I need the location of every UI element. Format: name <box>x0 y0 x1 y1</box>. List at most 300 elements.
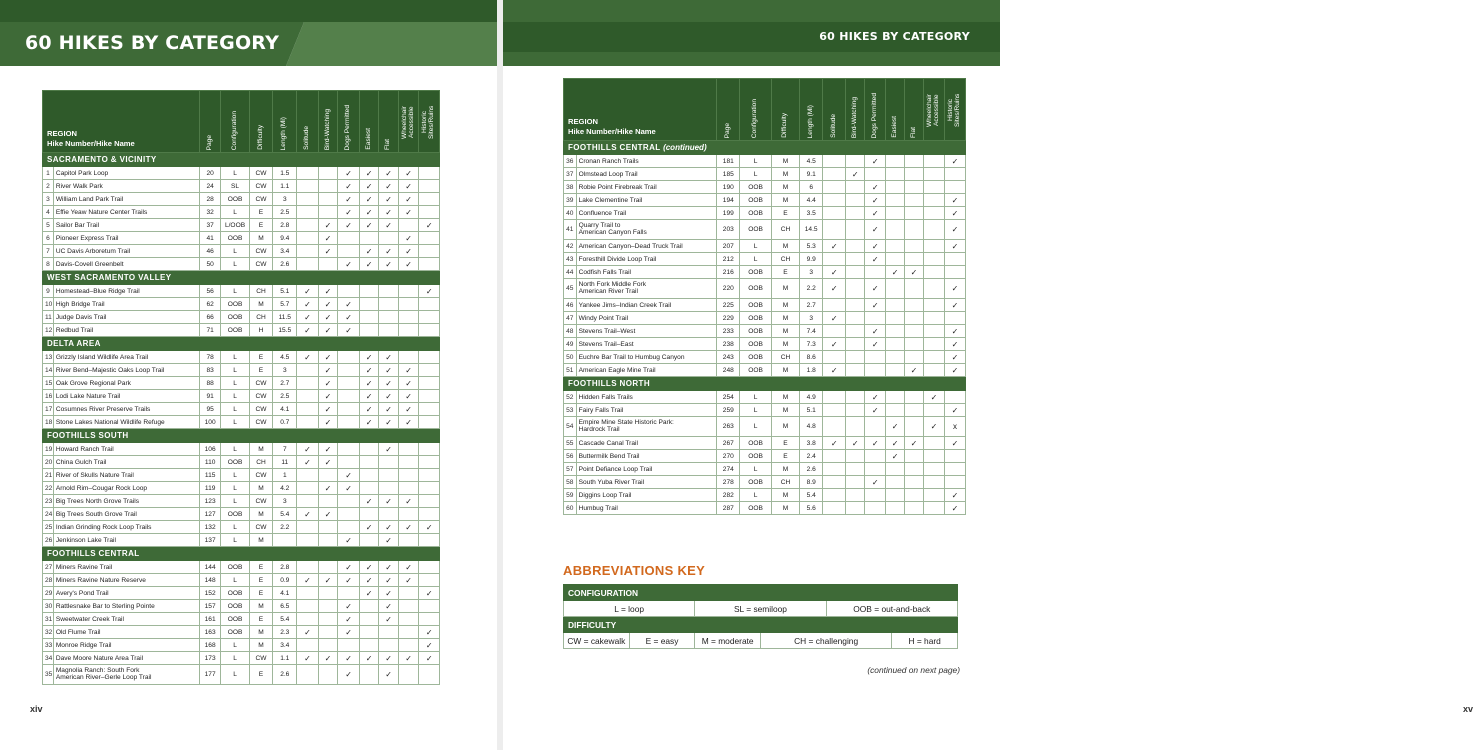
historic-sites-check <box>944 312 965 325</box>
page-cell: 220 <box>717 279 740 299</box>
table-row <box>43 298 440 311</box>
historic-sites-check <box>944 463 965 476</box>
hike-name: Stevens Trail–West <box>576 325 717 338</box>
historic-sites-check <box>419 193 440 206</box>
length-cell: 5.4 <box>800 489 823 502</box>
bird-watching-check <box>846 391 865 404</box>
hike-name: Jenkinson Lake Trail <box>53 534 199 547</box>
table-row <box>43 521 440 534</box>
easiest-check: ✓ <box>359 351 378 364</box>
easiest-check: ✓ <box>359 495 378 508</box>
hike-name: Grizzly Island Wildlife Area Trail <box>53 351 199 364</box>
page-cell: 50 <box>199 258 221 271</box>
hike-number: 41 <box>564 220 577 240</box>
bird-watching-check <box>318 600 337 613</box>
difficulty-cell: M <box>771 502 799 515</box>
solitude-check: ✓ <box>823 338 846 351</box>
configuration-cell: L <box>221 403 249 416</box>
flat-check: ✓ <box>905 364 924 377</box>
column-header-historic-sites: Historic Sites/Ruins <box>944 79 965 141</box>
flat-check <box>379 285 398 298</box>
column-header-easiest: Easiest <box>359 91 378 153</box>
hike-number: 60 <box>564 502 577 515</box>
historic-sites-check: ✓ <box>944 437 965 450</box>
easiest-check: ✓ <box>886 450 905 463</box>
flat-check <box>905 325 924 338</box>
length-cell: 8.9 <box>800 476 823 489</box>
flat-check: ✓ <box>379 180 398 193</box>
historic-sites-check: ✓ <box>419 219 440 232</box>
page-cell: 185 <box>717 168 740 181</box>
easiest-check: ✓ <box>359 652 378 665</box>
wheelchair-accessible-check: ✓ <box>398 364 419 377</box>
dogs-permitted-check: ✓ <box>865 155 886 168</box>
hike-name-line: American River Trail <box>578 287 638 295</box>
configuration-cell: L <box>221 416 249 429</box>
historic-sites-check: x <box>944 417 965 437</box>
length-cell: 4.9 <box>800 391 823 404</box>
table-row <box>43 351 440 364</box>
bird-watching-check <box>846 364 865 377</box>
hike-number: 49 <box>564 338 577 351</box>
table-row <box>564 489 966 502</box>
length-cell: 1.1 <box>273 180 297 193</box>
dogs-permitted-check: ✓ <box>865 253 886 266</box>
region-row <box>564 141 966 155</box>
configuration-cell: OOB <box>740 207 771 220</box>
flat-check <box>905 463 924 476</box>
configuration-label: CONFIGURATION <box>564 585 958 601</box>
hike-name-line: Magnolia Ranch: South Fork <box>55 666 140 674</box>
difficulty-cell: CW <box>249 193 273 206</box>
configuration-cell: OOB <box>221 298 249 311</box>
solitude-check <box>823 325 846 338</box>
region-row <box>43 153 440 167</box>
configuration-cell: L <box>221 652 249 665</box>
flat-check: ✓ <box>379 561 398 574</box>
difficulty-cell: CW <box>249 180 273 193</box>
hike-name <box>53 665 199 685</box>
dogs-permitted-check: ✓ <box>865 240 886 253</box>
easiest-check <box>359 626 378 639</box>
configuration-cell: OOB <box>740 325 771 338</box>
easiest-check: ✓ <box>359 561 378 574</box>
length-cell: 4.1 <box>273 403 297 416</box>
length-cell: 0.9 <box>273 574 297 587</box>
table-row <box>564 325 966 338</box>
flat-check: ✓ <box>379 219 398 232</box>
table-row <box>43 311 440 324</box>
hikes-table-right <box>563 78 966 515</box>
wheelchair-accessible-check: ✓ <box>398 377 419 390</box>
bird-watching-check: ✓ <box>318 324 337 337</box>
difficulty-cell: M <box>771 463 799 476</box>
length-cell: 1 <box>273 469 297 482</box>
wheelchair-accessible-check: ✓ <box>398 495 419 508</box>
hike-name: Confluence Trail <box>576 207 717 220</box>
table-row <box>564 391 966 404</box>
difficulty-cell: M <box>249 508 273 521</box>
hike-number: 46 <box>564 299 577 312</box>
historic-sites-check: ✓ <box>944 404 965 417</box>
hike-name-header-label: Hike Number/Hike Name <box>568 126 656 136</box>
solitude-check: ✓ <box>297 351 319 364</box>
hike-number: 51 <box>564 364 577 377</box>
table-row <box>564 299 966 312</box>
configuration-cell: L <box>221 390 249 403</box>
bird-watching-check <box>846 463 865 476</box>
flat-check: ✓ <box>379 613 398 626</box>
table-body <box>564 141 966 515</box>
hike-number: 2 <box>43 180 54 193</box>
table-row <box>564 450 966 463</box>
flat-check <box>905 312 924 325</box>
hike-number: 44 <box>564 266 577 279</box>
difficulty-cell: CH <box>249 456 273 469</box>
wheelchair-accessible-check <box>923 437 944 450</box>
page-cell: 127 <box>199 508 221 521</box>
length-cell: 2.7 <box>273 377 297 390</box>
bird-watching-check: ✓ <box>318 364 337 377</box>
table-row <box>43 232 440 245</box>
table-row <box>43 456 440 469</box>
page-cell: 161 <box>199 613 221 626</box>
flat-check: ✓ <box>379 521 398 534</box>
wheelchair-accessible-check <box>923 253 944 266</box>
hike-name: Effie Yeaw Nature Center Trails <box>53 206 199 219</box>
configuration-cell: OOB <box>740 476 771 489</box>
historic-sites-check <box>419 390 440 403</box>
length-cell: 4.1 <box>273 587 297 600</box>
table-row <box>43 167 440 180</box>
bird-watching-check <box>846 279 865 299</box>
hike-name-line: North Fork Middle Fork <box>578 280 647 288</box>
configuration-cell: L <box>221 364 249 377</box>
easiest-check <box>886 463 905 476</box>
bird-watching-check: ✓ <box>318 311 337 324</box>
table-row <box>564 253 966 266</box>
hike-name: River of Skulls Nature Trail <box>53 469 199 482</box>
left-page <box>0 0 497 750</box>
wheelchair-accessible-check <box>923 181 944 194</box>
flat-check <box>379 232 398 245</box>
difficulty-cell: E <box>249 587 273 600</box>
historic-sites-check <box>419 665 440 685</box>
hike-name: Miners Ravine Nature Reserve <box>53 574 199 587</box>
length-cell: 3 <box>273 364 297 377</box>
header-band <box>0 0 497 22</box>
dogs-permitted-check <box>338 245 360 258</box>
length-cell: 4.5 <box>800 155 823 168</box>
hike-number: 3 <box>43 193 54 206</box>
easiest-check: ✓ <box>359 167 378 180</box>
table-row <box>43 482 440 495</box>
dogs-permitted-check <box>338 390 360 403</box>
table-row <box>43 469 440 482</box>
historic-sites-check <box>944 391 965 404</box>
table-row <box>43 180 440 193</box>
easiest-check <box>886 207 905 220</box>
historic-sites-check <box>419 206 440 219</box>
configuration-cell: L <box>740 155 771 168</box>
solitude-check: ✓ <box>297 456 319 469</box>
historic-sites-check: ✓ <box>944 240 965 253</box>
hike-number: 42 <box>564 240 577 253</box>
table-row <box>43 652 440 665</box>
wheelchair-accessible-check <box>923 312 944 325</box>
configuration-cell: OOB <box>740 279 771 299</box>
flat-check <box>905 181 924 194</box>
configuration-cell: OOB <box>221 311 249 324</box>
hike-number: 14 <box>43 364 54 377</box>
dogs-permitted-check <box>338 508 360 521</box>
page-cell: 95 <box>199 403 221 416</box>
table-row <box>43 626 440 639</box>
page-cell: 62 <box>199 298 221 311</box>
easiest-check <box>886 391 905 404</box>
solitude-check <box>297 206 319 219</box>
historic-sites-check: ✓ <box>944 279 965 299</box>
dogs-permitted-check: ✓ <box>865 194 886 207</box>
dogs-permitted-check <box>338 403 360 416</box>
page-cell: 106 <box>199 443 221 456</box>
bird-watching-check <box>846 325 865 338</box>
wheelchair-accessible-check <box>398 482 419 495</box>
column-header-dogs-permitted: Dogs Permitted <box>865 79 886 141</box>
wheelchair-accessible-check <box>923 450 944 463</box>
page-cell: 190 <box>717 181 740 194</box>
difficulty-cell: CH <box>771 476 799 489</box>
hike-name: Point Defiance Loop Trail <box>576 463 717 476</box>
difficulty-cell: E <box>249 206 273 219</box>
historic-sites-check <box>419 508 440 521</box>
table-row <box>564 417 966 437</box>
hike-number: 58 <box>564 476 577 489</box>
difficulty-cell: M <box>771 489 799 502</box>
hike-number: 17 <box>43 403 54 416</box>
configuration-cell: L <box>221 167 249 180</box>
difficulty-cell: CW <box>249 390 273 403</box>
page-cell: 71 <box>199 324 221 337</box>
solitude-check <box>297 482 319 495</box>
hike-name-header-label: Hike Number/Hike Name <box>47 138 135 148</box>
region-label: FOOTHILLS CENTRAL (continued) <box>564 141 966 155</box>
historic-sites-check: ✓ <box>944 364 965 377</box>
length-cell: 9.1 <box>800 168 823 181</box>
bird-watching-check <box>318 561 337 574</box>
difficulty-cell: M <box>771 338 799 351</box>
solitude-check <box>823 168 846 181</box>
abbr-config-loop: L = loop <box>564 601 695 617</box>
table-header-row <box>43 91 440 153</box>
solitude-check <box>823 502 846 515</box>
easiest-check <box>886 325 905 338</box>
easiest-check <box>359 469 378 482</box>
hike-number: 5 <box>43 219 54 232</box>
table-row <box>564 220 966 240</box>
page-cell: 238 <box>717 338 740 351</box>
configuration-cell: OOB <box>740 266 771 279</box>
difficulty-cell: M <box>771 168 799 181</box>
flat-check <box>905 450 924 463</box>
hike-number: 23 <box>43 495 54 508</box>
hike-name: Miners Ravine Trail <box>53 561 199 574</box>
wheelchair-accessible-check <box>923 338 944 351</box>
hike-name: River Bend–Majestic Oaks Loop Trail <box>53 364 199 377</box>
configuration-cell: L <box>221 377 249 390</box>
table-row <box>564 437 966 450</box>
hike-name: Pioneer Express Trail <box>53 232 199 245</box>
flat-check: ✓ <box>379 665 398 685</box>
wheelchair-accessible-check <box>923 207 944 220</box>
table-row <box>43 416 440 429</box>
hike-number: 45 <box>564 279 577 299</box>
length-cell: 5.6 <box>800 502 823 515</box>
bird-watching-check <box>318 193 337 206</box>
wheelchair-accessible-check: ✓ <box>923 391 944 404</box>
historic-sites-check <box>944 476 965 489</box>
easiest-check <box>359 482 378 495</box>
abbreviations-difficulty-header <box>564 617 958 633</box>
hike-number: 48 <box>564 325 577 338</box>
table-row <box>43 534 440 547</box>
hike-number: 13 <box>43 351 54 364</box>
bird-watching-check <box>318 180 337 193</box>
length-cell: 5.4 <box>273 508 297 521</box>
table-row <box>564 476 966 489</box>
bird-watching-check: ✓ <box>318 245 337 258</box>
column-header-difficulty: Difficulty <box>249 91 273 153</box>
solitude-check <box>297 167 319 180</box>
historic-sites-check: ✓ <box>944 194 965 207</box>
bird-watching-check <box>318 665 337 685</box>
difficulty-cell: H <box>249 324 273 337</box>
solitude-check <box>297 561 319 574</box>
hike-name-line: Quarry Trail to <box>578 221 621 229</box>
flat-check <box>379 482 398 495</box>
dogs-permitted-check: ✓ <box>338 561 360 574</box>
historic-sites-check: ✓ <box>419 521 440 534</box>
difficulty-cell: CW <box>249 377 273 390</box>
hike-name: Lodi Lake Nature Trail <box>53 390 199 403</box>
page-cell: 173 <box>199 652 221 665</box>
historic-sites-check <box>419 495 440 508</box>
historic-sites-check <box>944 181 965 194</box>
hike-name: Hidden Falls Trails <box>576 391 717 404</box>
page-cell: 83 <box>199 364 221 377</box>
flat-check: ✓ <box>379 245 398 258</box>
hike-name: Robie Point Firebreak Trail <box>576 181 717 194</box>
page-cell: 88 <box>199 377 221 390</box>
dogs-permitted-check: ✓ <box>338 311 360 324</box>
bird-watching-check: ✓ <box>318 298 337 311</box>
hike-name: China Gulch Trail <box>53 456 199 469</box>
wheelchair-accessible-check: ✓ <box>398 180 419 193</box>
length-cell: 2.8 <box>273 219 297 232</box>
bird-watching-check <box>318 167 337 180</box>
solitude-check <box>823 450 846 463</box>
region-continued-label: (continued) <box>663 143 707 152</box>
flat-check <box>905 391 924 404</box>
hike-name: Codfish Falls Trail <box>576 266 717 279</box>
difficulty-cell: E <box>249 574 273 587</box>
page-cell: 233 <box>717 325 740 338</box>
length-cell: 4.5 <box>273 351 297 364</box>
table-row <box>43 613 440 626</box>
easiest-check <box>886 194 905 207</box>
difficulty-cell: M <box>771 279 799 299</box>
solitude-check: ✓ <box>297 508 319 521</box>
wheelchair-accessible-check <box>398 534 419 547</box>
historic-sites-check: ✓ <box>944 489 965 502</box>
difficulty-cell: M <box>249 482 273 495</box>
solitude-check: ✓ <box>823 266 846 279</box>
difficulty-cell: CW <box>249 469 273 482</box>
easiest-check <box>359 311 378 324</box>
abbr-diff-easy: E = easy <box>629 633 695 649</box>
column-header-bird-watching: Bird-Watching <box>318 91 337 153</box>
historic-sites-check <box>419 258 440 271</box>
length-cell: 3 <box>273 495 297 508</box>
historic-sites-check <box>419 561 440 574</box>
hike-number: 7 <box>43 245 54 258</box>
hike-name: Cascade Canal Trail <box>576 437 717 450</box>
region-row <box>43 271 440 285</box>
abbr-diff-cakewalk: CW = cakewalk <box>564 633 630 649</box>
hike-number: 4 <box>43 206 54 219</box>
region-label: DELTA AREA <box>43 337 440 351</box>
table-row <box>43 258 440 271</box>
hike-number: 9 <box>43 285 54 298</box>
configuration-cell: OOB <box>221 193 249 206</box>
length-cell: 1.5 <box>273 167 297 180</box>
hike-name: Judge Davis Trail <box>53 311 199 324</box>
page-cell: 115 <box>199 469 221 482</box>
configuration-cell: OOB <box>740 312 771 325</box>
flat-check <box>905 338 924 351</box>
historic-sites-check <box>419 298 440 311</box>
hike-name: Cosumnes River Preserve Trails <box>53 403 199 416</box>
table-row <box>43 600 440 613</box>
dogs-permitted-check <box>865 489 886 502</box>
hike-number: 18 <box>43 416 54 429</box>
easiest-check <box>886 502 905 515</box>
length-cell: 3 <box>800 266 823 279</box>
dogs-permitted-check <box>865 463 886 476</box>
solitude-check <box>823 155 846 168</box>
length-cell: 11 <box>273 456 297 469</box>
configuration-cell: L <box>221 258 249 271</box>
wheelchair-accessible-check <box>923 489 944 502</box>
hike-name: Capitol Park Loop <box>53 167 199 180</box>
page-cell: 194 <box>717 194 740 207</box>
solitude-check <box>297 469 319 482</box>
hike-name: Homestead–Blue Ridge Trail <box>53 285 199 298</box>
configuration-cell: OOB <box>221 561 249 574</box>
table-header-row <box>564 79 966 141</box>
length-cell: 4.8 <box>800 417 823 437</box>
easiest-check <box>359 324 378 337</box>
historic-sites-check <box>419 351 440 364</box>
difficulty-cell: CW <box>249 403 273 416</box>
dogs-permitted-check <box>338 416 360 429</box>
hike-number: 11 <box>43 311 54 324</box>
table-row <box>564 463 966 476</box>
flat-check <box>379 324 398 337</box>
hike-number: 27 <box>43 561 54 574</box>
wheelchair-accessible-check: ✓ <box>398 561 419 574</box>
wheelchair-accessible-check <box>398 324 419 337</box>
